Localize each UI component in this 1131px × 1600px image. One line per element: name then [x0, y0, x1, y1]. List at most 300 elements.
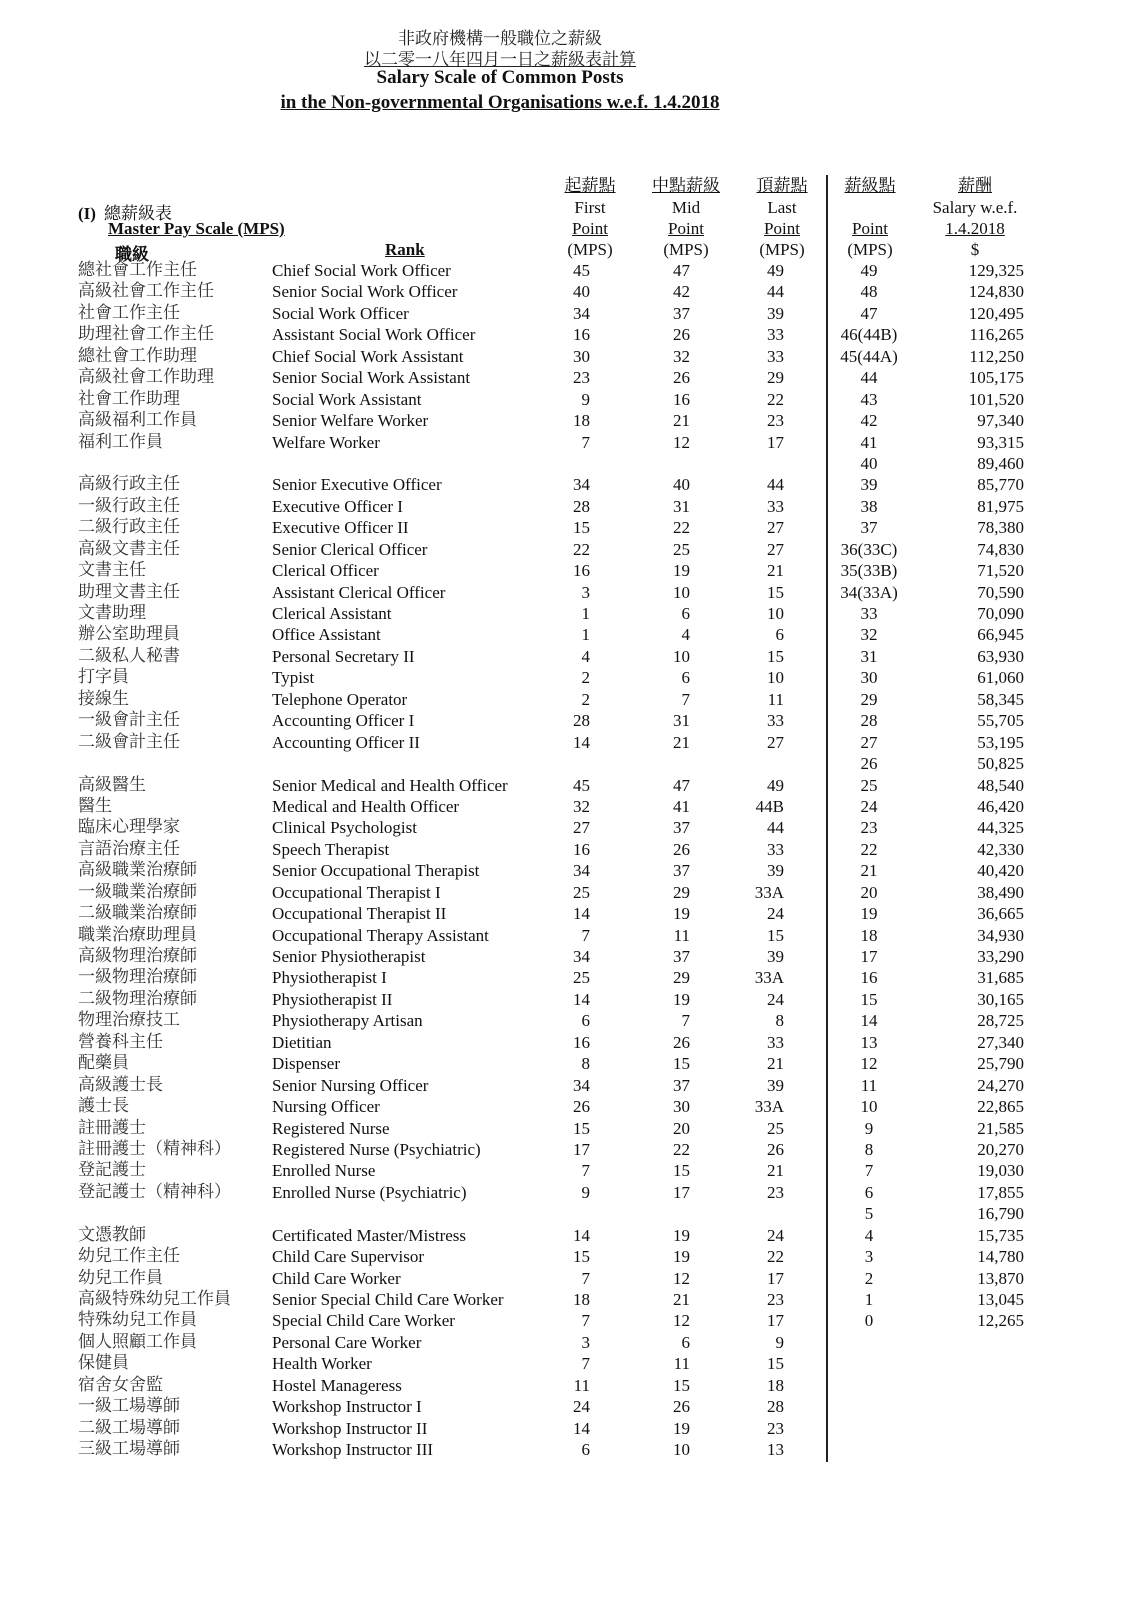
header-line1: Salary w.e.f. — [932, 198, 1018, 217]
pay-point: 26 — [860, 754, 878, 774]
last-point: 9 — [775, 1332, 784, 1352]
pay-scale-row — [828, 775, 1028, 796]
first-point: 16 — [573, 839, 590, 859]
rank-en: Accounting Officer I — [272, 711, 415, 731]
mid-point: 10 — [673, 1440, 690, 1460]
pay-scale-row — [828, 346, 1028, 367]
last-point: 17 — [767, 432, 784, 452]
title-zh-line1: 非政府機構一般職位之薪級 — [398, 29, 602, 49]
salary-amount: 40,420 — [977, 861, 1024, 881]
rank-en: Registered Nurse (Psychiatric) — [272, 1139, 481, 1159]
last-point: 18 — [767, 1375, 784, 1395]
mid-point: 12 — [673, 1311, 690, 1331]
mid-point: 31 — [673, 711, 690, 731]
pay-scale-row — [828, 603, 1028, 624]
rank-zh: 一級會計主任 — [78, 710, 180, 731]
pay-point: 11 — [860, 1075, 878, 1095]
pay-scale-row — [828, 474, 1028, 495]
rank-zh: 註冊護士（精神科） — [78, 1138, 231, 1159]
first-point: 1 — [581, 625, 590, 645]
first-point: 45 — [573, 775, 590, 795]
pay-point: 40 — [860, 453, 878, 473]
rank-zh: 登記護士 — [78, 1160, 146, 1181]
table-row — [0, 817, 830, 838]
header-zh: 中點薪級 — [652, 176, 720, 196]
salary-amount: 93,315 — [977, 432, 1024, 452]
pay-point: 19 — [860, 904, 878, 924]
rank-en: Welfare Worker — [272, 432, 380, 452]
first-point: 14 — [573, 1418, 590, 1438]
table-row — [0, 1096, 830, 1117]
table-row — [0, 260, 830, 281]
column-header-rank-zh: 職級 — [115, 245, 149, 265]
salary-amount: 120,495 — [968, 303, 1024, 323]
pay-scale-row — [828, 667, 1028, 688]
salary-amount: 61,060 — [977, 668, 1024, 688]
pay-point: 28 — [860, 711, 878, 731]
first-point: 7 — [581, 925, 590, 945]
salary-amount: 34,930 — [977, 925, 1024, 945]
pay-scale-row — [828, 260, 1028, 281]
last-point: 23 — [767, 1290, 784, 1309]
salary-amount: 36,665 — [977, 904, 1024, 924]
last-point: 24 — [767, 904, 784, 924]
last-point: 23 — [767, 1182, 784, 1202]
salary-amount: 85,770 — [977, 475, 1024, 495]
last-point: 10 — [767, 604, 784, 623]
pay-point: 34(33A) — [840, 582, 898, 602]
first-point: 28 — [573, 496, 590, 516]
table-row — [0, 1075, 830, 1096]
rank-zh: 辦公室助理員 — [78, 624, 180, 645]
last-point: 8 — [775, 1011, 784, 1031]
pay-point: 16 — [860, 968, 878, 988]
table-row — [0, 432, 830, 453]
pay-point: 49 — [860, 261, 878, 280]
table-row — [0, 925, 830, 946]
salary-amount: 70,090 — [977, 604, 1024, 623]
first-point: 6 — [581, 1011, 590, 1031]
mid-point: 25 — [673, 539, 690, 559]
first-point: 2 — [581, 689, 590, 709]
rank-zh: 一級工場導師 — [78, 1396, 180, 1417]
last-point: 6 — [775, 625, 784, 645]
pay-scale-row — [828, 1289, 1028, 1310]
last-point: 27 — [767, 732, 784, 752]
mid-point: 32 — [673, 346, 690, 366]
rank-en: Dietitian — [272, 1032, 332, 1052]
first-point: 1 — [581, 604, 590, 623]
rank-en: Physiotherapist I — [272, 968, 387, 988]
mid-point: 21 — [673, 1290, 690, 1309]
salary-amount: 24,270 — [977, 1075, 1024, 1095]
salary-amount: 78,380 — [977, 518, 1024, 538]
pay-scale-row — [828, 410, 1028, 431]
rank-zh: 社會工作主任 — [78, 302, 180, 323]
table-row — [0, 303, 830, 324]
rank-en: Chief Social Work Officer — [272, 261, 451, 280]
pay-point: 8 — [864, 1139, 874, 1159]
last-point: 25 — [767, 1118, 784, 1138]
mid-point: 26 — [673, 1032, 690, 1052]
header-line2: 1.4.2018 — [945, 219, 1005, 238]
mid-point: 15 — [673, 1375, 690, 1395]
header-zh: 薪級點 — [844, 176, 896, 196]
table-row — [0, 517, 830, 538]
table-row — [0, 689, 830, 710]
rank-zh: 二級物理治療師 — [78, 988, 197, 1009]
mid-point: 26 — [673, 839, 690, 859]
pay-scale-row — [828, 903, 1028, 924]
last-point: 39 — [767, 1075, 784, 1095]
pay-point: 13 — [860, 1032, 878, 1052]
salary-amount: 63,930 — [977, 646, 1024, 666]
pay-point: 48 — [860, 282, 878, 302]
rank-en: Typist — [272, 668, 315, 688]
last-point: 33 — [767, 839, 784, 859]
salary-amount: 12,265 — [977, 1311, 1024, 1331]
first-point: 9 — [581, 1182, 590, 1202]
pay-point: 41 — [860, 432, 878, 452]
rank-en: Executive Officer II — [272, 518, 409, 538]
first-point: 24 — [573, 1397, 590, 1417]
mid-point: 37 — [673, 1075, 690, 1095]
rank-en: Accounting Officer II — [272, 732, 420, 752]
pay-scale-row — [828, 1096, 1028, 1117]
header-line2: Point — [852, 219, 888, 238]
pay-point: 0 — [864, 1311, 874, 1331]
mid-point: 31 — [673, 496, 690, 516]
first-point: 15 — [573, 1247, 590, 1267]
mid-point: 12 — [673, 1268, 690, 1288]
last-point: 15 — [767, 1354, 784, 1374]
table-row — [0, 1118, 830, 1139]
last-point: 44B — [755, 796, 784, 816]
table-row — [0, 1053, 830, 1074]
header-line3: (MPS) — [759, 240, 805, 259]
last-point: 23 — [767, 1418, 784, 1438]
salary-amount: 22,865 — [977, 1097, 1024, 1117]
pay-scale-row — [828, 1182, 1028, 1203]
mid-point: 17 — [673, 1182, 690, 1202]
table-row — [0, 624, 830, 645]
pay-point: 31 — [860, 646, 878, 666]
rank-en: Occupational Therapist I — [272, 882, 441, 902]
rank-zh: 高級特殊幼兒工作員 — [78, 1289, 231, 1309]
pay-scale-row — [828, 646, 1028, 667]
rank-zh: 高級護士長 — [78, 1074, 163, 1095]
salary-amount: 71,520 — [977, 561, 1024, 581]
rank-en: Enrolled Nurse — [272, 1161, 376, 1181]
first-point: 34 — [573, 861, 590, 881]
pay-scale-row — [828, 496, 1028, 517]
salary-amount: 44,325 — [977, 818, 1024, 838]
rank-zh: 註冊護士 — [78, 1117, 146, 1138]
salary-amount: 116,265 — [969, 325, 1024, 345]
rank-en: Social Work Officer — [272, 303, 409, 323]
salary-amount: 97,340 — [977, 411, 1024, 431]
rank-en: Personal Secretary II — [272, 646, 415, 666]
header-line3: (MPS) — [663, 240, 709, 259]
first-point: 40 — [573, 282, 590, 302]
first-point: 25 — [573, 882, 590, 902]
rank-zh: 社會工作助理 — [78, 388, 180, 409]
first-point: 16 — [573, 561, 590, 581]
rank-en: Physiotherapist II — [272, 989, 393, 1009]
last-point: 26 — [767, 1139, 784, 1159]
pay-point: 5 — [864, 1204, 874, 1224]
pay-scale-row — [828, 967, 1028, 988]
header-line2: Point — [668, 219, 704, 238]
rank-zh: 文書助理 — [78, 603, 146, 623]
rank-zh: 臨床心理學家 — [78, 817, 180, 838]
table-row — [0, 1418, 830, 1439]
header-zh: 薪酬 — [958, 176, 992, 196]
rank-en: Senior Welfare Worker — [272, 411, 429, 431]
last-point: 39 — [767, 861, 784, 881]
last-point: 27 — [767, 539, 784, 559]
salary-amount: 33,290 — [977, 947, 1024, 966]
first-point: 34 — [573, 947, 590, 966]
first-point: 34 — [573, 303, 590, 323]
column-header-first-point — [550, 176, 630, 260]
header-line1: First — [574, 198, 606, 217]
column-header-rank-en: Rank — [385, 240, 425, 259]
last-point: 15 — [767, 925, 784, 945]
first-point: 28 — [573, 711, 590, 731]
table-row — [0, 1310, 830, 1331]
pay-scale-row — [828, 925, 1028, 946]
header-line3: (MPS) — [847, 240, 893, 259]
first-point: 6 — [581, 1440, 590, 1460]
mid-point: 37 — [673, 303, 690, 323]
pay-point: 4 — [864, 1225, 874, 1245]
table-row — [0, 839, 830, 860]
rank-en: Senior Clerical Officer — [272, 539, 428, 559]
rank-en: Senior Social Work Assistant — [272, 368, 471, 388]
table-row — [0, 967, 830, 988]
pay-scale-row — [828, 710, 1028, 731]
salary-amount: 101,520 — [968, 389, 1024, 409]
mid-point: 12 — [673, 432, 690, 452]
header-line1: Mid — [671, 198, 701, 217]
salary-amount: 112,250 — [969, 346, 1024, 366]
table-row — [0, 281, 830, 302]
pay-point: 23 — [860, 818, 878, 838]
rank-en: Certificated Master/Mistress — [272, 1225, 467, 1245]
table-row — [0, 1160, 830, 1181]
first-point: 18 — [573, 1290, 590, 1309]
salary-amount: 50,825 — [977, 754, 1024, 774]
rank-zh: 二級會計主任 — [78, 731, 180, 752]
table-row — [0, 860, 830, 881]
pay-point: 15 — [860, 989, 878, 1009]
pay-scale-row — [828, 860, 1028, 881]
pay-point: 3 — [864, 1247, 874, 1267]
pay-point: 46(44B) — [840, 325, 898, 345]
table-row — [0, 775, 830, 796]
last-point: 11 — [767, 689, 784, 709]
pay-scale-row — [828, 453, 1028, 474]
first-point: 7 — [581, 1354, 590, 1374]
rank-en: Dispenser — [272, 1054, 340, 1074]
last-point: 22 — [767, 389, 784, 409]
table-row — [0, 1439, 830, 1460]
table-row — [0, 474, 830, 495]
pay-scale-row — [828, 817, 1028, 838]
salary-amount: 58,345 — [977, 689, 1024, 709]
mid-point: 42 — [673, 282, 690, 302]
table-row — [0, 946, 830, 967]
first-point: 3 — [581, 1332, 590, 1352]
rank-en: Assistant Social Work Officer — [272, 325, 476, 345]
rank-zh: 一級物理治療師 — [78, 967, 197, 988]
rank-en: Senior Occupational Therapist — [272, 861, 480, 881]
first-point: 34 — [573, 1075, 590, 1095]
pay-point: 37 — [860, 518, 878, 538]
rank-zh: 助理文書主任 — [78, 581, 180, 602]
pay-point: 43 — [860, 389, 878, 409]
rank-zh: 文書主任 — [78, 560, 146, 581]
column-header-last-point — [742, 176, 822, 260]
table-row — [0, 646, 830, 667]
last-point: 24 — [767, 989, 784, 1009]
mid-point: 7 — [681, 1011, 690, 1031]
rank-en: Speech Therapist — [272, 839, 390, 859]
mid-point: 4 — [681, 625, 690, 645]
rank-zh: 物理治療技工 — [78, 1010, 180, 1031]
first-point: 30 — [573, 346, 590, 366]
rank-en: Executive Officer I — [272, 496, 403, 516]
rank-en: Occupational Therapist II — [272, 904, 447, 924]
mid-point: 19 — [673, 1418, 690, 1438]
header-zh: 頂薪點 — [756, 176, 808, 196]
salary-amount: 27,340 — [977, 1032, 1024, 1052]
section-spacer — [0, 753, 830, 774]
last-point: 22 — [767, 1247, 784, 1267]
last-point: 21 — [767, 561, 784, 581]
mid-point: 37 — [673, 818, 690, 838]
mid-point: 29 — [673, 882, 690, 902]
table-row — [0, 732, 830, 753]
pay-point: 47 — [860, 303, 878, 323]
rank-zh: 保健員 — [78, 1353, 129, 1374]
table-row — [0, 1010, 830, 1031]
rank-zh: 文憑教師 — [78, 1224, 146, 1245]
rank-en: Occupational Therapy Assistant — [272, 925, 489, 945]
salary-amount: 48,540 — [977, 775, 1024, 795]
last-point: 15 — [767, 646, 784, 666]
mid-point: 30 — [673, 1097, 690, 1117]
pay-point: 12 — [860, 1054, 878, 1074]
title-zh-line2: 以二零一八年四月一日之薪級表計算 — [364, 50, 636, 70]
rank-zh: 幼兒工作員 — [78, 1267, 163, 1288]
header-line2: Point — [572, 219, 608, 238]
table-row — [0, 1182, 830, 1203]
pay-point: 17 — [860, 947, 878, 966]
rank-zh: 配藥員 — [78, 1053, 129, 1074]
header-zh: 起薪點 — [564, 176, 616, 196]
pay-scale-row — [828, 624, 1028, 645]
pay-scale-row — [828, 1118, 1028, 1139]
last-point: 49 — [767, 261, 784, 280]
rank-zh: 二級私人秘書 — [78, 645, 180, 666]
pay-point: 45(44A) — [840, 346, 898, 366]
pay-scale-row — [828, 1010, 1028, 1031]
rank-zh: 宿舍女舍監 — [78, 1374, 163, 1395]
pay-point: 7 — [864, 1161, 874, 1181]
table-row — [0, 1268, 830, 1289]
pay-scale-row — [828, 796, 1028, 817]
last-point: 33A — [754, 882, 784, 902]
salary-amount: 81,975 — [977, 496, 1024, 516]
salary-amount: 38,490 — [977, 882, 1024, 902]
rank-zh: 打字員 — [78, 667, 129, 688]
rank-zh: 高級文書主任 — [78, 538, 180, 559]
salary-amount: 129,325 — [968, 261, 1024, 280]
first-point: 14 — [573, 989, 590, 1009]
pay-scale-row — [828, 946, 1028, 967]
last-point: 44 — [767, 818, 784, 838]
last-point: 33 — [767, 1032, 784, 1052]
salary-amount: 124,830 — [968, 282, 1024, 302]
pay-scale-row — [828, 303, 1028, 324]
rank-zh: 個人照顧工作員 — [78, 1331, 197, 1352]
rank-zh: 言語治療主任 — [78, 838, 180, 859]
table-row — [0, 1246, 830, 1267]
rank-en: Clerical Officer — [272, 561, 379, 581]
rank-en: Health Worker — [272, 1354, 372, 1374]
mid-point: 6 — [681, 1332, 690, 1352]
rank-zh: 高級行政主任 — [78, 474, 180, 495]
salary-amount: 15,735 — [977, 1225, 1024, 1245]
first-point: 14 — [573, 732, 590, 752]
mid-point: 19 — [673, 904, 690, 924]
pay-point: 24 — [860, 796, 878, 816]
mid-point: 6 — [681, 604, 690, 623]
mid-point: 41 — [673, 796, 690, 816]
table-row — [0, 989, 830, 1010]
rank-en: Hostel Manageress — [272, 1375, 402, 1395]
first-point: 7 — [581, 432, 590, 452]
mid-point: 26 — [673, 325, 690, 345]
rank-zh: 高級物理治療師 — [78, 946, 197, 966]
last-point: 29 — [767, 368, 784, 388]
last-point: 21 — [767, 1161, 784, 1181]
first-point: 2 — [581, 668, 590, 688]
table-row — [0, 1375, 830, 1396]
table-row — [0, 410, 830, 431]
pay-point: 32 — [860, 625, 878, 645]
pay-point: 1 — [864, 1290, 874, 1309]
table-row — [0, 389, 830, 410]
mid-point: 22 — [673, 1139, 690, 1159]
salary-amount: 21,585 — [977, 1118, 1024, 1138]
salary-amount: 16,790 — [977, 1204, 1024, 1224]
rank-zh: 高級職業治療師 — [78, 860, 197, 881]
rank-en: Workshop Instructor II — [272, 1418, 428, 1438]
section-spacer — [0, 453, 830, 474]
header-line3: (MPS) — [567, 240, 613, 259]
pay-point: 25 — [860, 775, 878, 795]
first-point: 7 — [581, 1161, 590, 1181]
table-row — [0, 710, 830, 731]
salary-amount: 19,030 — [977, 1161, 1024, 1181]
salary-amount: 89,460 — [977, 453, 1024, 473]
table-row — [0, 560, 830, 581]
rank-en: Senior Nursing Officer — [272, 1075, 429, 1095]
last-point: 44 — [767, 475, 784, 495]
